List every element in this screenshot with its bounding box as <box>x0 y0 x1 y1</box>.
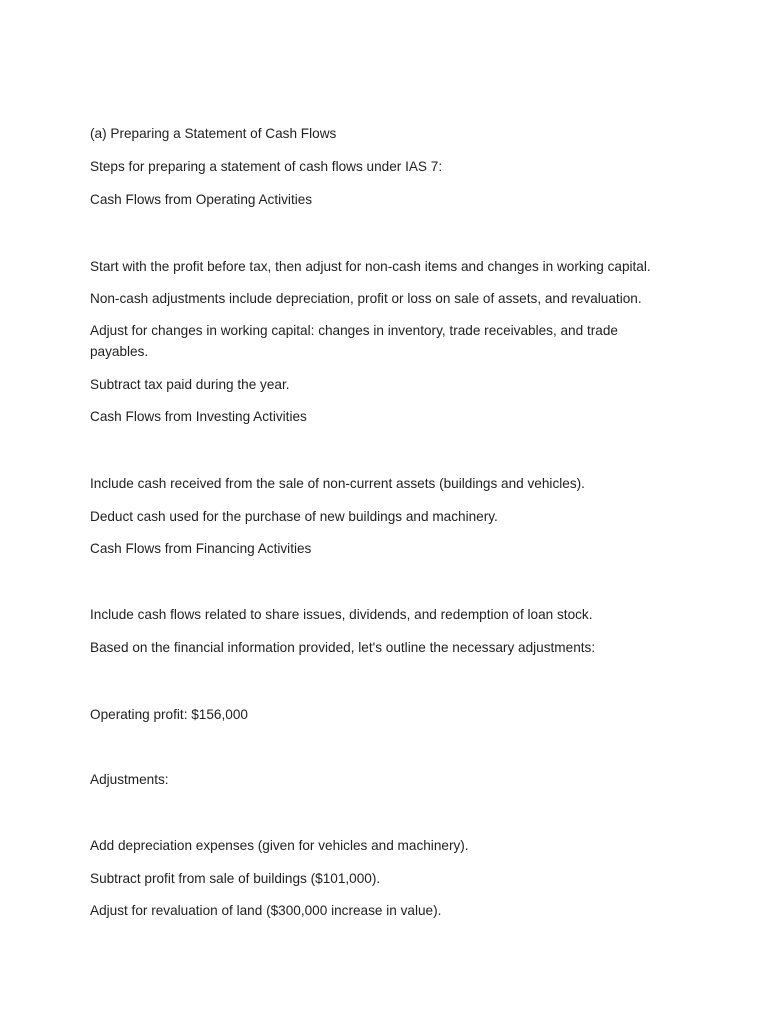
paragraph: Operating profit: $156,000 <box>90 707 248 722</box>
paragraph: Include cash received from the sale of non-current assets (buildings and vehicles). <box>90 476 585 491</box>
section-heading: (a) Preparing a Statement of Cash Flows <box>90 126 337 141</box>
paragraph: Adjustments: <box>90 772 169 787</box>
subheading-financing: Cash Flows from Financing Activities <box>90 541 312 556</box>
paragraph: Steps for preparing a statement of cash flows under IAS 7: <box>90 159 443 174</box>
paragraph: Subtract tax paid during the year. <box>90 377 290 392</box>
subheading-operating: Cash Flows from Operating Activities <box>90 192 313 207</box>
paragraph: Non-cash adjustments include depreciation, profit or loss on sale of assets, and revaluation. <box>90 291 642 306</box>
paragraph: Adjust for changes in working capital: changes in inventory, trade receivables, and trade payables. <box>90 323 618 359</box>
paragraph: Adjust for revaluation of land ($300,000 increase in value). <box>90 903 442 918</box>
paragraph: Add depreciation expenses (given for vehicles and machinery). <box>90 838 469 853</box>
paragraph: Subtract profit from sale of buildings ($101,000). <box>90 871 381 886</box>
paragraph: Include cash flows related to share issues, dividends, and redemption of loan stock. <box>90 607 593 622</box>
subheading-investing: Cash Flows from Investing Activities <box>90 409 307 424</box>
paragraph: Start with the profit before tax, then adjust for non-cash items and changes in working capital. <box>90 259 651 274</box>
paragraph: Based on the financial information provided, let's outline the necessary adjustments: <box>90 640 596 655</box>
paragraph: Deduct cash used for the purchase of new buildings and machinery. <box>90 509 498 524</box>
